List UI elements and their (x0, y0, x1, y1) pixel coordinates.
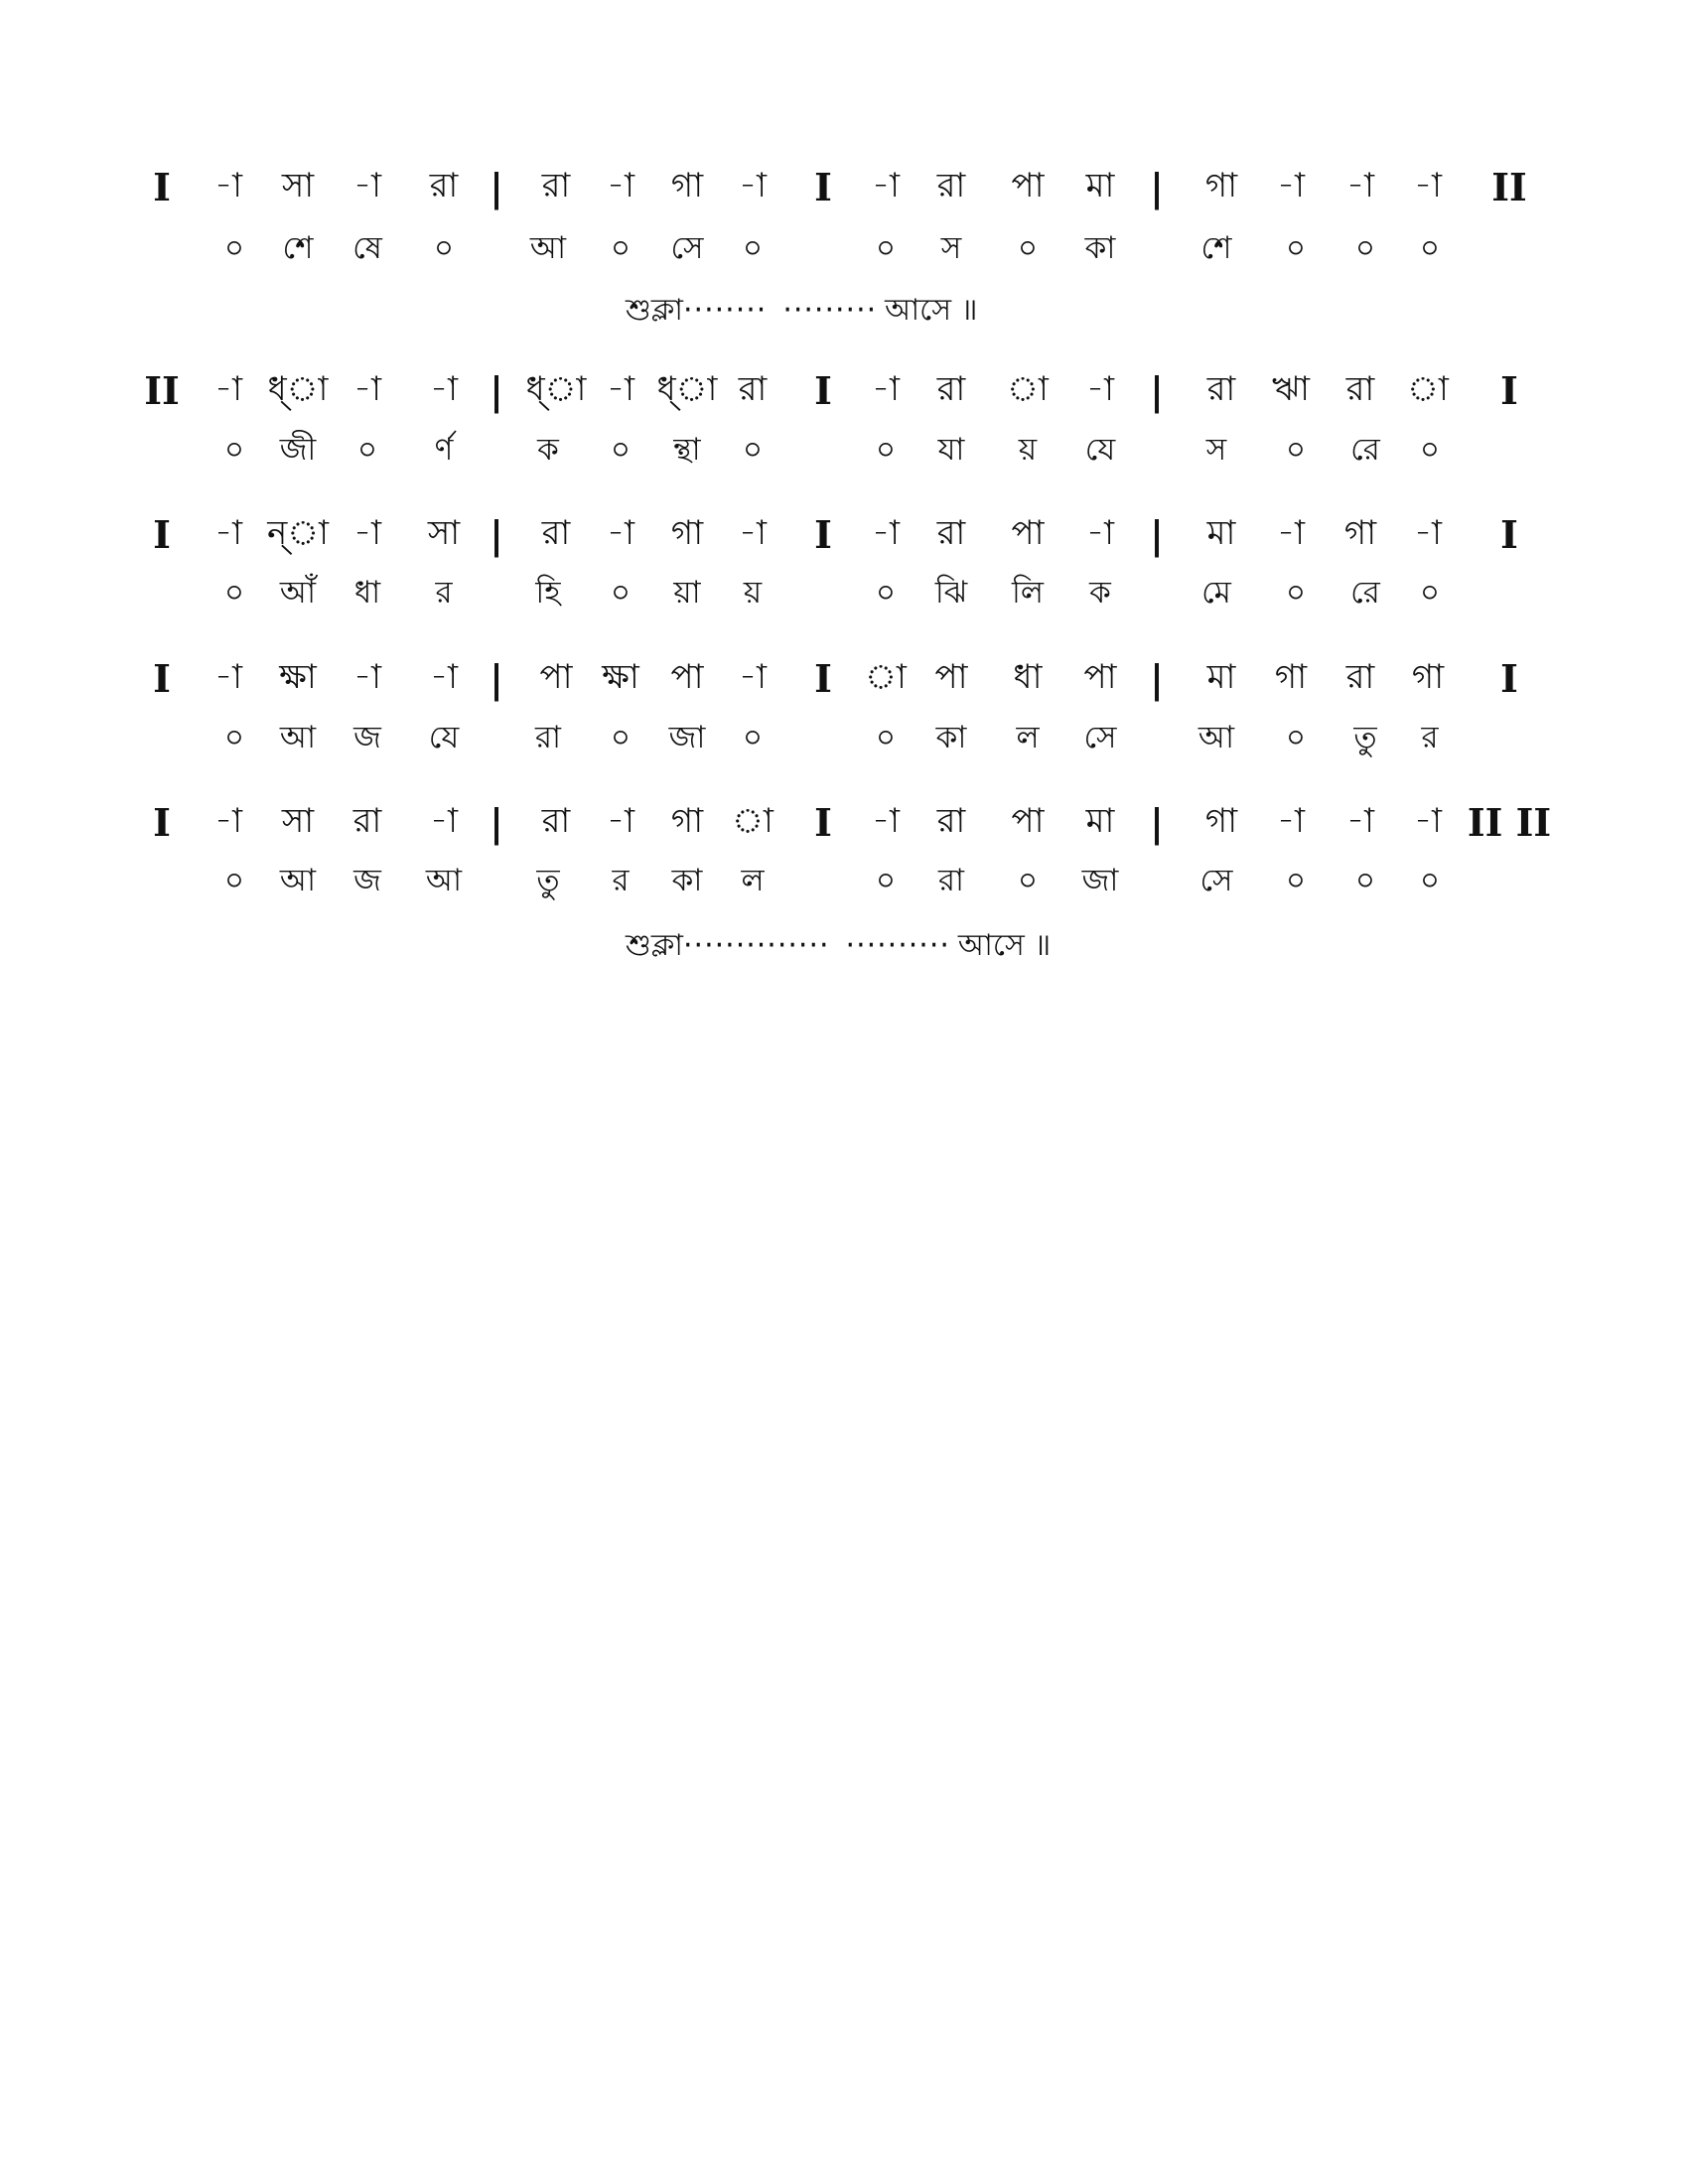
note-cell: া (732, 801, 774, 841)
lyric-syllable: ০ (875, 720, 897, 755)
lyric-syllable: ০ (610, 230, 632, 266)
note-cell: -া (430, 369, 458, 409)
lyric-syllable: ০ (610, 720, 632, 755)
bar-line: I (1500, 368, 1518, 413)
note-cell: ধ্া (656, 369, 718, 409)
bar-line: I (814, 165, 832, 209)
bar-line: I (153, 656, 171, 701)
note-cell: -া (1346, 801, 1374, 841)
lyric-syllable: রা (534, 720, 562, 755)
note-cell: পা (670, 657, 704, 697)
bar-line: | (490, 512, 503, 557)
refrain-dots: ········· (782, 293, 878, 328)
note-cell: রা (541, 801, 571, 841)
note-cell: -া (1414, 513, 1442, 553)
note-cell: ন্া (267, 513, 329, 553)
lyric-syllable: যে (428, 720, 460, 755)
bar-line: II II (1467, 800, 1552, 845)
note-cell: -া (607, 513, 634, 553)
lyric-syllable: আ (425, 863, 463, 898)
lyric-syllable: কা (671, 863, 703, 898)
note-cell: রা (541, 513, 571, 553)
note-cell: া (865, 657, 907, 697)
lyric-syllable: শে (282, 230, 314, 266)
lyric-syllable: আ (1197, 720, 1235, 755)
note-cell: রা (1345, 369, 1375, 409)
note-cell: রা (1206, 369, 1236, 409)
bar-line: II (144, 368, 180, 413)
lyric-syllable: ০ (610, 432, 632, 468)
note-cell: গা (670, 801, 704, 841)
note-cell: -া (430, 657, 458, 697)
lyric-syllable: ০ (742, 230, 764, 266)
lyric-syllable: ০ (223, 230, 245, 266)
note-cell: রা (936, 801, 966, 841)
note-cell: া (1007, 369, 1049, 409)
note-cell: -া (214, 166, 242, 205)
note-cell: গা (670, 166, 704, 205)
lyric-syllable: সে (1083, 720, 1117, 755)
note-cell: গা (1343, 513, 1377, 553)
note-cell: -া (1346, 166, 1374, 205)
lyric-syllable: আ (279, 863, 317, 898)
lyric-syllable: জা (668, 720, 706, 755)
bar-line: | (1150, 512, 1164, 557)
lyric-syllable: কা (1084, 230, 1116, 266)
lyric-syllable: ০ (223, 575, 245, 611)
note-cell: পা (539, 657, 573, 697)
note-cell: -া (353, 166, 381, 205)
note-cell: গা (1204, 166, 1238, 205)
refrain-dots: ·········· (845, 928, 950, 963)
lyric-syllable: ০ (1419, 432, 1441, 468)
bar-line: I (1500, 512, 1518, 557)
lyric-syllable: আ (279, 720, 317, 755)
note-cell: -া (1277, 166, 1305, 205)
note-cell: ক্ষা (602, 657, 639, 697)
bar-line: I (814, 512, 832, 557)
lyric-syllable: যে (1084, 432, 1116, 468)
note-cell: -া (1277, 513, 1305, 553)
lyric-syllable: স (1205, 432, 1227, 468)
note-cell: -া (353, 369, 381, 409)
bar-line: | (490, 800, 503, 845)
note-cell: -া (607, 801, 634, 841)
note-cell: -া (739, 657, 767, 697)
lyric-syllable: সে (670, 230, 704, 266)
lyric-syllable: য় (1018, 432, 1038, 468)
lyric-syllable: আঁ (279, 575, 317, 611)
bar-line: I (153, 800, 171, 845)
bar-line: | (1150, 800, 1164, 845)
note-cell: ধ্া (525, 369, 587, 409)
lyric-syllable: ০ (1354, 230, 1376, 266)
lyric-syllable: ০ (1285, 230, 1307, 266)
lyric-syllable: ০ (1285, 863, 1307, 898)
lyric-syllable: জ (353, 720, 381, 755)
note-cell: মা (1206, 657, 1236, 697)
lyric-syllable: ০ (1285, 720, 1307, 755)
lyric-syllable: র (435, 575, 453, 611)
note-cell: রা (429, 166, 459, 205)
note-cell: -া (214, 369, 242, 409)
refrain-marker (626, 293, 978, 328)
note-cell: সা (281, 166, 315, 205)
note-cell: গা (670, 513, 704, 553)
lyric-syllable: ০ (875, 432, 897, 468)
lyric-syllable: রে (1350, 432, 1380, 468)
lyric-syllable: তু (1353, 720, 1377, 755)
lyric-syllable: ০ (1285, 432, 1307, 468)
bar-line: I (814, 656, 832, 701)
lyric-syllable: ০ (875, 863, 897, 898)
note-cell: -া (1277, 801, 1305, 841)
lyric-syllable: হি (535, 575, 561, 611)
note-cell: -া (214, 513, 242, 553)
note-cell: পা (1011, 166, 1045, 205)
lyric-syllable: ০ (1017, 863, 1039, 898)
lyric-syllable: ল (741, 863, 765, 898)
lyric-syllable: ন্থা (673, 432, 701, 468)
note-cell: -া (214, 801, 242, 841)
lyric-syllable: যা (937, 432, 965, 468)
lyric-syllable: র (612, 863, 630, 898)
bar-line: | (490, 368, 503, 413)
lyric-syllable: ষে (352, 230, 382, 266)
note-cell: ক্ষা (279, 657, 317, 697)
note-cell: -া (739, 166, 767, 205)
lyric-syllable: ০ (875, 575, 897, 611)
note-cell: -া (607, 166, 634, 205)
note-cell: পা (934, 657, 968, 697)
lyric-syllable: ল (1016, 720, 1040, 755)
note-cell: রা (352, 801, 382, 841)
bar-line: I (153, 165, 171, 209)
note-cell: গা (1411, 657, 1445, 697)
note-cell: গা (1204, 801, 1238, 841)
note-cell: -া (872, 513, 900, 553)
lyric-syllable: য়া (673, 575, 701, 611)
note-cell: পা (1011, 801, 1045, 841)
lyric-syllable: লি (1012, 575, 1044, 611)
note-cell: মা (1206, 513, 1236, 553)
lyric-syllable: ০ (223, 863, 245, 898)
lyric-syllable: ০ (742, 432, 764, 468)
note-cell: -া (353, 513, 381, 553)
note-cell: রা (541, 166, 571, 205)
note-cell: -া (1414, 801, 1442, 841)
bar-line: I (814, 368, 832, 413)
note-cell: -া (430, 801, 458, 841)
lyric-syllable: ঝি (934, 575, 968, 611)
note-cell: -া (872, 166, 900, 205)
bar-line: | (1150, 656, 1164, 701)
note-cell: -া (214, 657, 242, 697)
lyric-syllable: ক (537, 432, 559, 468)
lyric-syllable: আ (529, 230, 567, 266)
lyric-syllable: রা (937, 863, 965, 898)
note-cell: -া (353, 657, 381, 697)
lyric-syllable: ০ (742, 720, 764, 755)
refrain-end: আসে ॥ (885, 293, 978, 328)
bar-line: I (1500, 656, 1518, 701)
note-cell: গা (1274, 657, 1308, 697)
note-cell: -া (1414, 166, 1442, 205)
lyric-syllable: জ (353, 863, 381, 898)
lyric-syllable: ০ (1419, 575, 1441, 611)
note-cell: ধা (1013, 657, 1043, 697)
lyric-syllable: ০ (1017, 230, 1039, 266)
lyric-syllable: ০ (1419, 230, 1441, 266)
lyric-syllable: ০ (875, 230, 897, 266)
refrain-start: শুক্লা (626, 293, 684, 328)
note-cell: মা (1085, 801, 1115, 841)
note-cell: -া (872, 801, 900, 841)
refrain-start: শুক্লা (626, 928, 684, 963)
note-cell: -া (1086, 369, 1114, 409)
refrain-marker (626, 928, 1052, 963)
note-cell: রা (1345, 657, 1375, 697)
lyric-syllable: র (1421, 720, 1439, 755)
lyric-syllable: কা (935, 720, 967, 755)
note-cell: রা (936, 513, 966, 553)
note-cell: পা (1083, 657, 1117, 697)
lyric-syllable: ০ (223, 720, 245, 755)
bar-line: | (490, 165, 503, 209)
lyric-syllable: রে (1350, 575, 1380, 611)
note-cell: রা (936, 166, 966, 205)
bar-line: II (1491, 165, 1527, 209)
note-cell: মা (1085, 166, 1115, 205)
bar-line: | (1150, 368, 1164, 413)
note-cell: া (1407, 369, 1449, 409)
note-cell: ঋা (1272, 369, 1310, 409)
bar-line: | (1150, 165, 1164, 209)
bar-line: I (814, 800, 832, 845)
lyric-syllable: ক (1089, 575, 1111, 611)
lyric-syllable: ০ (610, 575, 632, 611)
note-cell: পা (1011, 513, 1045, 553)
bar-line: I (153, 512, 171, 557)
note-cell: রা (738, 369, 768, 409)
note-cell: সা (281, 801, 315, 841)
refrain-end: আসে ॥ (957, 928, 1052, 963)
note-cell: -া (739, 513, 767, 553)
lyric-syllable: জী (279, 432, 317, 468)
lyric-syllable: মে (1201, 575, 1231, 611)
lyric-syllable: ০ (223, 432, 245, 468)
refrain-dots: ·············· (683, 928, 830, 963)
lyric-syllable: সে (1199, 863, 1233, 898)
refrain-dots: ········ (683, 293, 768, 328)
lyric-syllable: শে (1200, 230, 1232, 266)
lyric-syllable: ০ (356, 432, 378, 468)
lyric-syllable: স (940, 230, 962, 266)
note-cell: রা (936, 369, 966, 409)
note-cell: -া (1086, 513, 1114, 553)
lyric-syllable: ০ (1285, 575, 1307, 611)
bar-line: | (490, 656, 503, 701)
note-cell: ধ্া (267, 369, 329, 409)
note-cell: -া (872, 369, 900, 409)
lyric-syllable: র্ণ (434, 432, 454, 468)
note-cell: -া (607, 369, 634, 409)
note-cell: সা (427, 513, 461, 553)
lyric-syllable: তু (536, 863, 560, 898)
lyric-syllable: ০ (433, 230, 455, 266)
lyric-syllable: য় (743, 575, 763, 611)
lyric-syllable: জা (1081, 863, 1119, 898)
lyric-syllable: ০ (1419, 863, 1441, 898)
lyric-syllable: ধা (353, 575, 381, 611)
lyric-syllable: ০ (1354, 863, 1376, 898)
